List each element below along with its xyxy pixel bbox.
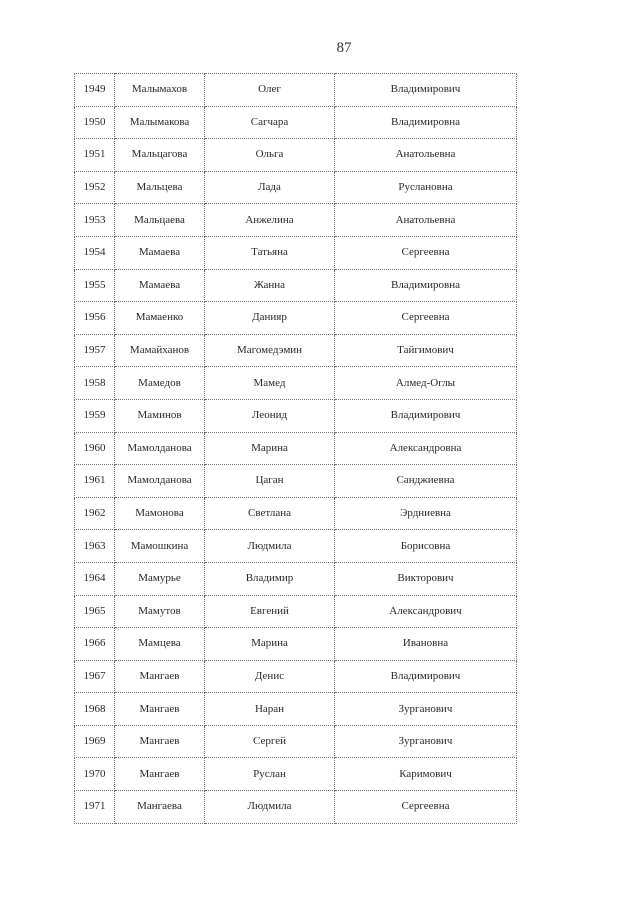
surname-cell: Мамцева — [115, 628, 205, 661]
surname-cell: Мамайханов — [115, 334, 205, 367]
first-name-cell: Олег — [205, 74, 335, 107]
row-number-cell: 1960 — [75, 432, 115, 465]
page-number: 87 — [336, 40, 352, 56]
surname-cell: Мамутов — [115, 595, 205, 628]
first-name-cell: Мамед — [205, 367, 335, 400]
first-name-cell: Сагчара — [205, 106, 335, 139]
table-row — [75, 74, 517, 107]
table-row — [75, 791, 517, 824]
table-row — [75, 139, 517, 172]
first-name-cell: Руслан — [205, 758, 335, 791]
row-number-cell: 1957 — [75, 334, 115, 367]
patronymic-cell: Борисовна — [335, 530, 517, 563]
table-row — [75, 530, 517, 563]
first-name-cell: Татьяна — [205, 236, 335, 269]
first-name-cell: Евгений — [205, 595, 335, 628]
surname-cell: Мамурье — [115, 562, 205, 595]
table-row — [75, 236, 517, 269]
surname-cell: Малымакова — [115, 106, 205, 139]
row-number-cell: 1956 — [75, 302, 115, 335]
row-number-cell: 1952 — [75, 171, 115, 204]
surname-cell: Мангаев — [115, 693, 205, 726]
table-row — [75, 106, 517, 139]
patronymic-cell: Тайгимович — [335, 334, 517, 367]
first-name-cell: Жанна — [205, 269, 335, 302]
row-number-cell: 1958 — [75, 367, 115, 400]
row-number-cell: 1950 — [75, 106, 115, 139]
first-name-cell: Леонид — [205, 399, 335, 432]
row-number-cell: 1971 — [75, 791, 115, 824]
patronymic-cell: Алмед-Оглы — [335, 367, 517, 400]
row-number-cell: 1970 — [75, 758, 115, 791]
table-row — [75, 660, 517, 693]
surname-cell: Мамаева — [115, 269, 205, 302]
surname-cell: Мамедов — [115, 367, 205, 400]
first-name-cell: Лада — [205, 171, 335, 204]
table-row — [75, 171, 517, 204]
table-row — [75, 269, 517, 302]
first-name-cell: Сергей — [205, 725, 335, 758]
row-number-cell: 1953 — [75, 204, 115, 237]
table-row — [75, 562, 517, 595]
surname-cell: Мамошкина — [115, 530, 205, 563]
table-row — [75, 302, 517, 335]
patronymic-cell: Сергеевна — [335, 791, 517, 824]
first-name-cell: Марина — [205, 628, 335, 661]
first-name-cell: Ольга — [205, 139, 335, 172]
registry-body — [75, 74, 517, 824]
surname-cell: Мангаев — [115, 725, 205, 758]
patronymic-cell: Эрдниевна — [335, 497, 517, 530]
patronymic-cell: Анатольевна — [335, 204, 517, 237]
registry-table — [74, 73, 517, 824]
row-number-cell: 1964 — [75, 562, 115, 595]
row-number-cell: 1965 — [75, 595, 115, 628]
patronymic-cell: Александровна — [335, 432, 517, 465]
patronymic-cell: Сергеевна — [335, 236, 517, 269]
surname-cell: Мальцаева — [115, 204, 205, 237]
surname-cell: Мангаев — [115, 758, 205, 791]
patronymic-cell: Владимирович — [335, 74, 517, 107]
patronymic-cell: Руслановна — [335, 171, 517, 204]
table-row — [75, 725, 517, 758]
first-name-cell: Владимир — [205, 562, 335, 595]
patronymic-cell: Зурганович — [335, 725, 517, 758]
row-number-cell: 1951 — [75, 139, 115, 172]
surname-cell: Мальцева — [115, 171, 205, 204]
first-name-cell: Магомедэмин — [205, 334, 335, 367]
first-name-cell: Цаган — [205, 465, 335, 498]
patronymic-cell: Александрович — [335, 595, 517, 628]
table-row — [75, 595, 517, 628]
patronymic-cell: Санджиевна — [335, 465, 517, 498]
table-row — [75, 432, 517, 465]
table-row — [75, 628, 517, 661]
first-name-cell: Денис — [205, 660, 335, 693]
first-name-cell: Людмила — [205, 530, 335, 563]
patronymic-cell: Владимирович — [335, 660, 517, 693]
patronymic-cell: Анатольевна — [335, 139, 517, 172]
row-number-cell: 1961 — [75, 465, 115, 498]
table-row — [75, 204, 517, 237]
surname-cell: Мангаев — [115, 660, 205, 693]
patronymic-cell: Сергеевна — [335, 302, 517, 335]
patronymic-cell: Владимировна — [335, 106, 517, 139]
table-row — [75, 465, 517, 498]
row-number-cell: 1967 — [75, 660, 115, 693]
row-number-cell: 1955 — [75, 269, 115, 302]
row-number-cell: 1968 — [75, 693, 115, 726]
surname-cell: Мамаева — [115, 236, 205, 269]
first-name-cell: Данияр — [205, 302, 335, 335]
first-name-cell: Людмила — [205, 791, 335, 824]
surname-cell: Мамолданова — [115, 465, 205, 498]
first-name-cell: Светлана — [205, 497, 335, 530]
row-number-cell: 1954 — [75, 236, 115, 269]
row-number-cell: 1959 — [75, 399, 115, 432]
surname-cell: Мангаева — [115, 791, 205, 824]
table-row — [75, 334, 517, 367]
surname-cell: Мамолданова — [115, 432, 205, 465]
first-name-cell: Марина — [205, 432, 335, 465]
surname-cell: Мамаенко — [115, 302, 205, 335]
first-name-cell: Анжелина — [205, 204, 335, 237]
row-number-cell: 1949 — [75, 74, 115, 107]
table-row — [75, 399, 517, 432]
row-number-cell: 1969 — [75, 725, 115, 758]
table-row — [75, 497, 517, 530]
patronymic-cell: Зурганович — [335, 693, 517, 726]
surname-cell: Мальцагова — [115, 139, 205, 172]
row-number-cell: 1962 — [75, 497, 115, 530]
table-row — [75, 367, 517, 400]
surname-cell: Мамонова — [115, 497, 205, 530]
patronymic-cell: Владимирович — [335, 399, 517, 432]
patronymic-cell: Владимировна — [335, 269, 517, 302]
row-number-cell: 1966 — [75, 628, 115, 661]
table-row — [75, 758, 517, 791]
patronymic-cell: Викторович — [335, 562, 517, 595]
table-row — [75, 693, 517, 726]
row-number-cell: 1963 — [75, 530, 115, 563]
patronymic-cell: Каримович — [335, 758, 517, 791]
surname-cell: Малымахов — [115, 74, 205, 107]
surname-cell: Маминов — [115, 399, 205, 432]
patronymic-cell: Ивановна — [335, 628, 517, 661]
first-name-cell: Наран — [205, 693, 335, 726]
